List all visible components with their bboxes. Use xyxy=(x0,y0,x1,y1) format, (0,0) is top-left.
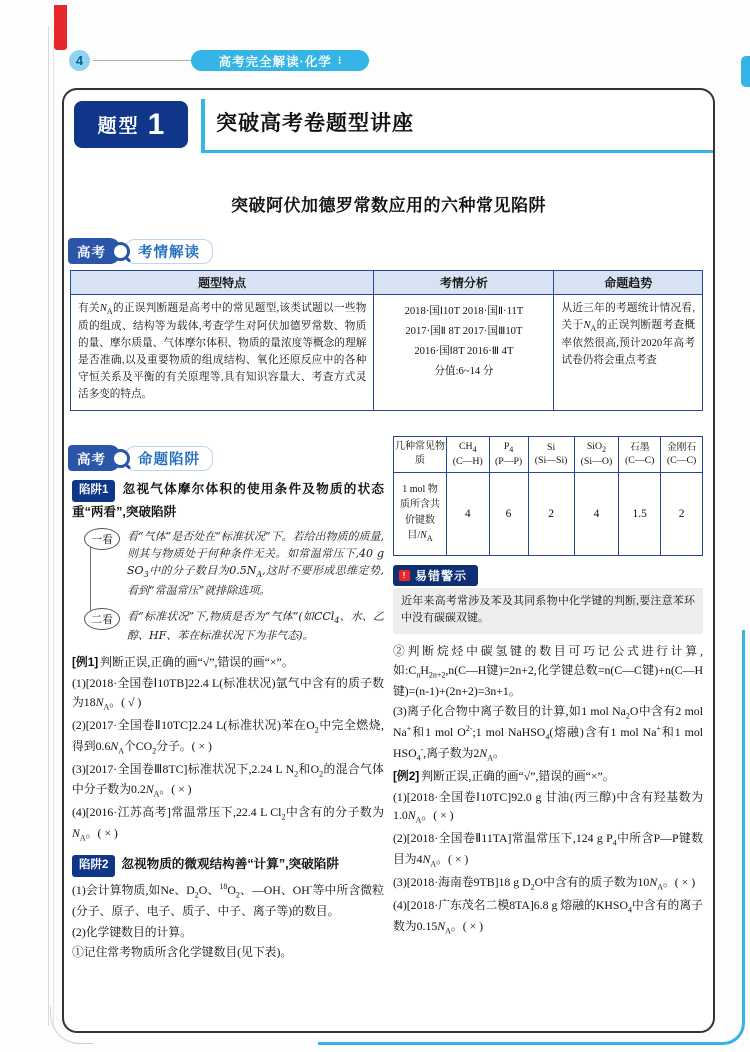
table-cell: 6 xyxy=(489,472,528,555)
table-header: 金刚石 (C—C) xyxy=(661,437,703,473)
analysis-cell xyxy=(374,295,554,411)
trap1-tag: 陷阱1 xyxy=(72,480,115,502)
left-column xyxy=(72,446,384,964)
decorative-dots-icon: ⁝ xyxy=(337,55,342,67)
section-label: 考情解读 xyxy=(125,239,213,264)
table-header: 考情分析 xyxy=(374,271,554,295)
example2-label: [例2] xyxy=(393,769,420,784)
look2-note: 看“标准状况”下,物质是否为“气体”(如CCl$_4$、水、乙醇、HF、苯在标准状况下为非气态)。 xyxy=(127,609,385,643)
table-header: 题型特点 xyxy=(71,271,374,295)
magnifier-icon xyxy=(111,449,130,468)
table-row xyxy=(394,437,703,473)
warning-text: 近年来高考常涉及苯及其同系物中化学键的判断,要注意苯环中没有碳碳双键。 xyxy=(393,588,703,634)
example2-intro xyxy=(393,767,703,786)
magnifier-icon xyxy=(111,242,130,261)
table-row xyxy=(394,472,703,555)
page-number: 4 xyxy=(69,50,90,71)
example2-item: (3)[2018·海南卷9TB]18 g $D_2O$中含有的质子数为$10N_A$。( × ) xyxy=(393,875,696,892)
look-row xyxy=(84,608,384,645)
example1-item: (2)[2017·全国卷Ⅱ10TC]2.24 L(标准状况)苯在$O_2$中完全燃烧,得到$0.6N_A$个$CO_2$分子。( × ) xyxy=(72,717,384,755)
trap2-paragraph: ①记住常考物质所含化学键数目(见下表)。 xyxy=(72,945,293,960)
trap2-tag: 陷阱2 xyxy=(72,855,115,877)
warning-badge-label: 易错警示 xyxy=(415,568,468,583)
exam-year-line: 2017·国Ⅱ 8T 2017·国Ⅲ10T xyxy=(405,325,523,337)
content-frame xyxy=(62,88,715,1033)
warning-badge xyxy=(393,565,478,586)
example1-label: [例1] xyxy=(72,655,99,670)
example1-item: (3)[2017·全国卷Ⅲ8TC]标准状况下,2.24 L $N_2$和$O_2$的混合气体中分子数为$0.2N_A$。( × ) xyxy=(72,761,384,799)
error-warning-block xyxy=(393,565,703,634)
red-edge-tab xyxy=(54,5,67,50)
row-label-cell: 1 mol 物质所含共价键数目$/N_A$ xyxy=(394,472,447,555)
book-title-badge xyxy=(191,50,369,71)
cyan-edge-tab xyxy=(741,56,750,87)
look2-oval: 二看 xyxy=(84,608,120,630)
example2-item: (1)[2018·全国卷Ⅰ10TC]92.0 g 甘油(丙三醇)中含有羟基数为$1.0N_A$。( × ) xyxy=(393,789,703,825)
trap2-paragraph: (1)会计算物质,如Ne、$D_2O$、$^{18}O_2$、—OH、OH-等中所含微粒(分子、原子、电子、质子、中子、离子等)的数目。 xyxy=(72,882,384,918)
look1-note: 看“气体”是否处在“标准状况”下。若给出物质的质量,则其与物质处于何种条件无关。如常温常压下,40 g $SO_3$中的分子数目为$0.5N_A$,这时不要形成思维定势,看到“常温常压”就排除选项。 xyxy=(127,529,384,597)
gaokao-tag: 高考 xyxy=(68,238,120,264)
exam-year-line: 2018·国Ⅰ10T 2018·国Ⅱ·11T xyxy=(404,306,524,317)
table-header: 石墨 (C—C) xyxy=(619,437,661,473)
trap1-title xyxy=(72,479,384,523)
table-cell: 2 xyxy=(661,472,703,555)
bond-count-table xyxy=(393,436,703,556)
gaokao-tag: 高考 xyxy=(68,445,120,471)
table-header: Si (Si—Si) xyxy=(528,437,574,473)
example1-intro-text: 判断正误,正确的画“√”,错误的画“×”。 xyxy=(100,655,294,670)
table-cell: 4 xyxy=(574,472,619,555)
table-row xyxy=(71,295,703,411)
section-badge-traps xyxy=(68,446,384,470)
table-cell: 2 xyxy=(528,472,574,555)
question-type-chip xyxy=(74,101,188,148)
ionic-paragraph: (3)离子化合物中离子数目的计算,如1 mol $Na_2O$中含有2 mol Na+和1 mol $O^{2-};1$ mol NaHSO$_4$(熔融)含有1 mol Na+和1 mol $HSO_4^-$,离子数为$2N_A$。 xyxy=(393,704,704,763)
table-cell: 1.5 xyxy=(619,472,661,555)
type-label: 题型 xyxy=(97,116,140,137)
main-title: 突破阿伏加德罗常数应用的六种常见陷阱 xyxy=(231,196,546,215)
trap1-title-text: 忽视气体摩尔体积的使用条件及物质的状态重“两看”,突破陷阱 xyxy=(72,482,384,519)
example1-item: (4)[2016·江苏高考]常温常压下,22.4 L $Cl_2$中含有的分子数为$N_A$。( × ) xyxy=(72,805,384,843)
example1-item: (1)[2018·全国卷Ⅰ10TB]22.4 L(标准状况)氩气中含有的质子数为$18N_A$。( √ ) xyxy=(72,675,384,711)
example1-intro xyxy=(72,653,384,672)
feature-cell: 有关$N_A$的正误判断题是高考中的常见题型,该类试题以一些物质的组成、结构等为载体,考查学生对阿伏加德罗常数、物质的量、摩尔质量、气体摩尔体积、物质的量浓度等概念的理解是否准确,以及重要物质的组成结构、氧化还原反应中的各种守恒关系及平衡的有关原理等,具有知识容量大、考查方式灵活多变的特点。 xyxy=(71,295,374,411)
table-header: $CH_4$ (C—H) xyxy=(447,437,490,473)
lecture-title: 突破高考卷题型讲座 xyxy=(216,112,414,135)
right-column xyxy=(393,436,703,940)
trap2-title xyxy=(72,854,384,877)
two-looks-diagram xyxy=(84,528,384,644)
section-badge-exam-review xyxy=(68,239,213,263)
example2-item: (2)[2018·全国卷Ⅱ11TA]常温常压下,124 g $P_4$中所含P—P键数目为$4N_A$。( × ) xyxy=(393,831,703,869)
divider xyxy=(201,99,205,150)
binding-line xyxy=(53,40,54,1025)
alert-icon: ! xyxy=(399,570,410,581)
table-cell: 4 xyxy=(447,472,490,555)
section-label: 命题陷阱 xyxy=(125,446,213,471)
table-header: 命题趋势 xyxy=(554,271,703,295)
table-header: SiO$_2$ (Si—O) xyxy=(574,437,619,473)
look-row xyxy=(84,528,384,599)
table-header: $P_4$ (P—P) xyxy=(489,437,528,473)
score-line: 分值:6~14 分 xyxy=(434,365,494,377)
look1-oval: 一看 xyxy=(84,528,120,550)
exam-analysis-table xyxy=(70,270,703,411)
alkane-paragraph: ②判断烷烃中碳氢键的数目可巧记公式进行计算,如$:C_nH_{2n+2},n(C—H$键)=2n+2,化学键总数=n(C—C键)+n(C—H键)=(n-1)+(2n+2)=3n+1。 xyxy=(393,644,703,698)
trend-cell: 从近三年的考题统计情况看,关于$N_A$的正误判断题考查概率依然很高,预计2020年高考试卷仍将会重点考查 xyxy=(554,295,703,411)
table-header: 几种常见物质 xyxy=(394,437,447,473)
trap2-title-text: 忽视物质的微观结构善“计算”,突破陷阱 xyxy=(121,857,339,872)
trap2-paragraph: (2)化学键数目的计算。 xyxy=(72,924,192,939)
example2-item: (4)[2018·广东茂名二模8TA]6.8 g 熔融的$KHSO_4$中含有的离子数为$0.15N_A$。( × ) xyxy=(393,898,703,936)
accent-rule xyxy=(201,150,714,153)
book-title: 高考完全解读·化学 xyxy=(218,54,332,69)
type-number: 1 xyxy=(147,107,165,141)
binding-line xyxy=(48,26,49,1026)
example2-intro-text: 判断正误,正确的画“√”,错误的画“×”。 xyxy=(421,769,615,784)
exam-year-line: 2016·国Ⅰ8T 2016·Ⅲ 4T xyxy=(414,345,514,357)
table-header-row xyxy=(71,271,703,295)
